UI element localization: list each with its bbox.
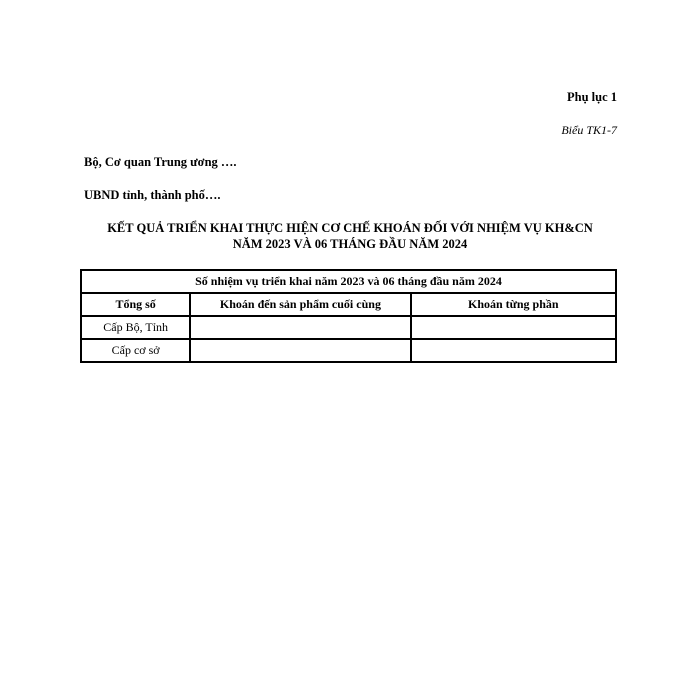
cell-final-product: [190, 339, 410, 362]
cell-final-product: [190, 316, 410, 339]
appendix-label: Phụ lục 1: [566, 90, 617, 104]
form-code: Biểu TK1-7: [561, 123, 617, 137]
ministry-line: Bộ, Cơ quan Trung ương ….: [84, 155, 237, 169]
row-label-ministry-province: Cấp Bộ, Tỉnh: [81, 316, 190, 339]
cell-partial: [411, 339, 616, 362]
report-title-line-1: KẾT QUẢ TRIỂN KHAI THỰC HIỆN CƠ CHẾ KHOÁN ĐỐI VỚI NHIỆM VỤ KH&CN: [107, 221, 593, 235]
table-group-header-row: [81, 270, 616, 293]
report-title: [80, 220, 620, 252]
column-header-total: Tổng số: [81, 293, 190, 316]
table-row: [81, 339, 616, 362]
report-title-line-2: NĂM 2023 VÀ 06 THÁNG ĐẦU NĂM 2024: [232, 237, 468, 251]
row-label-grassroots: Cấp cơ sở: [81, 339, 190, 362]
table-header-row: [81, 293, 616, 316]
table-row: [81, 316, 616, 339]
group-header-cell: Số nhiệm vụ triển khai năm 2023 và 06 tháng đầu năm 2024: [81, 270, 616, 293]
column-header-final-product: Khoán đến sản phẩm cuối cùng: [190, 293, 410, 316]
province-line: UBND tỉnh, thành phố….: [84, 188, 221, 202]
report-table: [80, 269, 617, 363]
cell-partial: [411, 316, 616, 339]
column-header-partial: Khoán từng phần: [411, 293, 616, 316]
